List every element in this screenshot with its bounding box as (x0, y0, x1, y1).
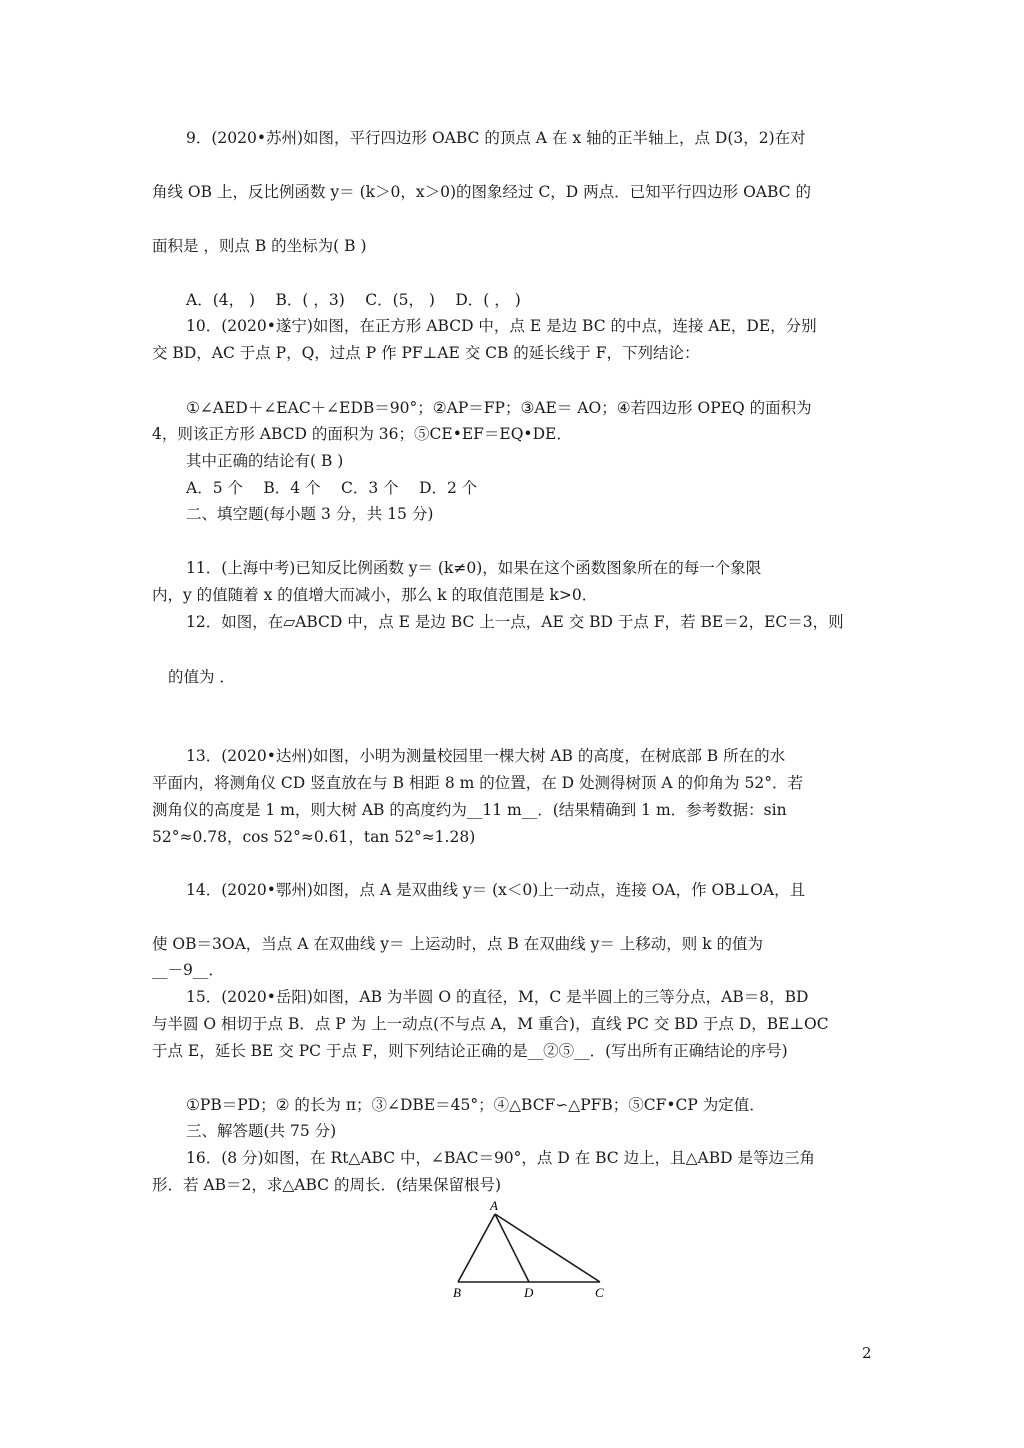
question-15-line-3: 于点 E，延长 BE 交 PC 于点 F，则下列结论正确的是__②⑤__．(写出所有正确结论的序号) (152, 1042, 788, 1060)
question-10-line-3: ①∠AED＋∠EAC＋∠EDB＝90°；②AP＝FP；③AE＝ AO；④若四边形 OPEQ 的面积为 (186, 399, 812, 417)
question-16-line-2: 形．若 AB＝2，求△ABC 的周长．(结果保留根号) (152, 1176, 502, 1194)
question-11-line-1: 11．(上海中考)已知反比例函数 y＝ (k≠0)，如果在这个函数图象所在的每一个象限 (186, 559, 762, 577)
question-10-line-4: 4，则该正方形 ABCD 的面积为 36；⑤CE•EF＝EQ•DE． (152, 425, 572, 443)
question-13-line-4: 52°≈0.78，cos 52°≈0.61，tan 52°≈1.28) (152, 828, 476, 846)
label-b: B (453, 1285, 461, 1300)
question-10-line-5: 其中正确的结论有( B ) (186, 452, 344, 470)
section-2-heading: 二、填空题(每小题 3 分，共 15 分) (186, 505, 434, 523)
question-9-line-3: 面积是 ，则点 B 的坐标为( B ) (152, 237, 367, 255)
segment-ac (495, 1214, 600, 1282)
question-15-line-2: 与半圆 O 相切于点 B．点 P 为 上一动点(不与点 A，M 重合)，直线 PC 交 BD 于点 D，BE⊥OC (152, 1015, 829, 1033)
question-13-line-3: 测角仪的高度是 1 m，则大树 AB 的高度约为__11 m__．(结果精确到 1 m．参考数据：sin (152, 801, 787, 819)
question-14-line-3: __－9__． (152, 961, 224, 979)
question-16-line-1: 16．(8 分)如图，在 Rt△ABC 中，∠BAC＝90°，点 D 在 BC 边上，且△ABD 是等边三角 (186, 1149, 815, 1167)
label-c: C (595, 1285, 604, 1300)
question-10-options: A．5 个 B．4 个 C．3 个 D．2 个 (186, 479, 478, 497)
question-15-line-4: ①PB＝PD；② 的长为 π；③∠DBE＝45°；④△BCF∽△PFB；⑤CF•CP 为定值． (186, 1096, 765, 1114)
segment-ab (458, 1214, 495, 1282)
triangle-figure (440, 1200, 620, 1300)
question-10-line-1: 10．(2020•遂宁)如图，在正方形 ABCD 中，点 E 是边 BC 的中点，连接 AE，DE，分别 (186, 317, 817, 335)
question-14-line-2: 使 OB＝3OA，当点 A 在双曲线 y＝ 上运动时，点 B 在双曲线 y＝ 上移动，则 k 的值为 (152, 935, 764, 953)
question-11-line-2: 内，y 的值随着 x 的值增大而减小，那么 k 的取值范围是 k>0． (152, 586, 598, 604)
section-3-heading: 三、解答题(共 75 分) (186, 1122, 337, 1140)
question-12-line-2: 的值为 ． (168, 668, 235, 686)
label-a: A (490, 1200, 498, 1213)
question-10-line-2: 交 BD，AC 于点 P，Q，过点 P 作 PF⊥AE 交 CB 的延长线于 F，下列结论： (152, 344, 700, 362)
label-d: D (524, 1285, 534, 1300)
page-number: 2 (862, 1344, 872, 1362)
question-9-options: A．(4， ) B．( ，3) C．(5， ) D．( ， ) (186, 291, 521, 309)
question-9-line-1: 9．(2020•苏州)如图，平行四边形 OABC 的顶点 A 在 x 轴的正半轴上，点 D(3，2)在对 (186, 129, 806, 147)
question-15-line-1: 15．(2020•岳阳)如图，AB 为半圆 O 的直径，M，C 是半圆上的三等分点，AB＝8，BD (186, 988, 809, 1006)
question-9-line-2: 角线 OB 上，反比例函数 y＝ (k＞0，x＞0)的图象经过 C，D 两点．已知平行四边形 OABC 的 (152, 183, 811, 201)
question-13-line-1: 13．(2020•达州)如图，小明为测量校园里一棵大树 AB 的高度，在树底部 B 所在的水 (186, 747, 786, 765)
question-13-line-2: 平面内，将测角仪 CD 竖直放在与 B 相距 8 m 的位置，在 D 处测得树顶 A 的仰角为 52°．若 (152, 774, 803, 792)
question-12-line-1: 12．如图，在▱ABCD 中，点 E 是边 BC 上一点，AE 交 BD 于点 F，若 BE＝2，EC＝3，则 (186, 613, 844, 631)
question-14-line-1: 14．(2020•鄂州)如图，点 A 是双曲线 y＝ (x＜0)上一动点，连接 OA，作 OB⊥OA，且 (186, 881, 806, 899)
